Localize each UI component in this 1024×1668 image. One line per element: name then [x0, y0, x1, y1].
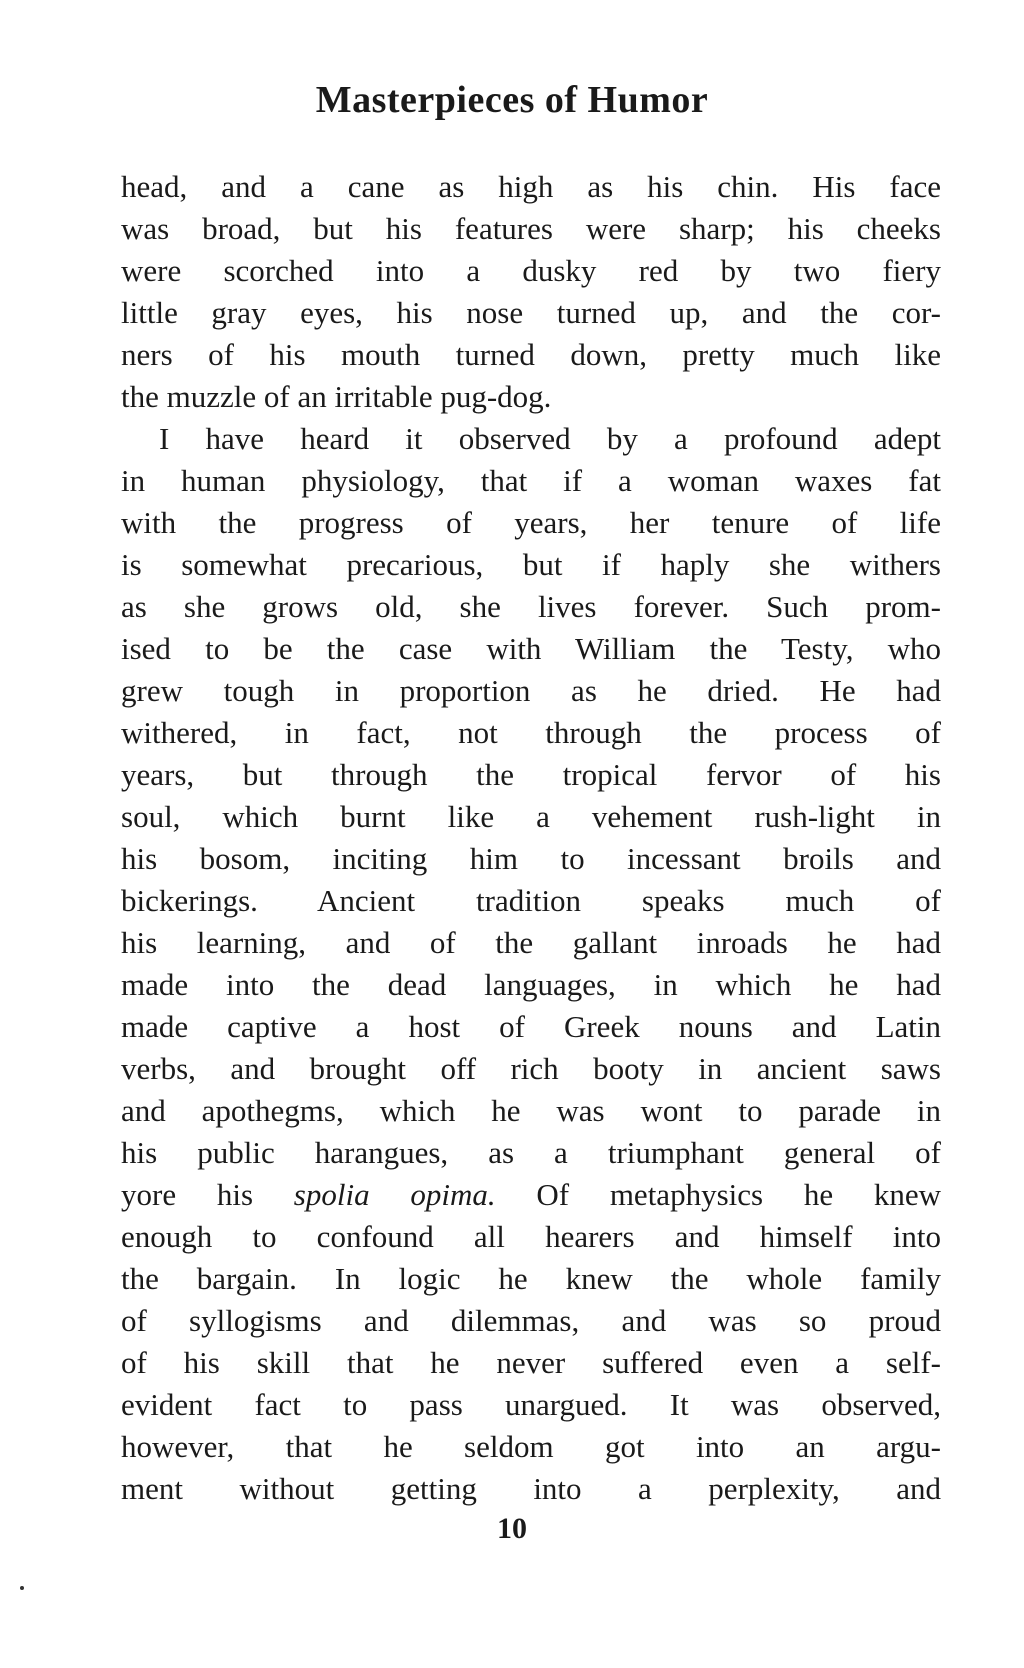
text-line: with the progress of years, her tenure of life — [121, 505, 941, 540]
text-line: made into the dead languages, in which he had — [121, 967, 941, 1002]
text-line: is somewhat precarious, but if haply she withers — [121, 547, 941, 582]
text-line: were scorched into a dusky red by two fiery — [121, 253, 941, 288]
text-line: verbs, and brought off rich booty in ancient saws — [121, 1051, 941, 1086]
text-line: the muzzle of an irritable pug-dog. — [121, 379, 552, 414]
text-line: little gray eyes, his nose turned up, and the cor- — [121, 295, 941, 330]
text-line: withered, in fact, not through the process of — [121, 715, 941, 750]
text-line: the bargain. In logic he knew the whole family — [121, 1261, 941, 1296]
text-line: enough to confound all hearers and himself into — [121, 1219, 941, 1254]
text-line: years, but through the tropical fervor of his — [121, 757, 941, 792]
text-line: ners of his mouth turned down, pretty much like — [121, 337, 941, 372]
text-line: of his skill that he never suffered even a self- — [121, 1345, 941, 1380]
text-line: ised to be the case with William the Testy, who — [121, 631, 941, 666]
body-text — [121, 166, 941, 1510]
ink-speck — [20, 1586, 24, 1590]
text-line — [121, 1174, 941, 1216]
text-line: his learning, and of the gallant inroads he had — [121, 925, 941, 960]
italic-phrase: spolia opima. — [293, 1177, 496, 1212]
running-head: Masterpieces of Humor — [315, 79, 709, 121]
text-line: bickerings. Ancient tradition speaks much of — [121, 883, 941, 918]
text-line: was broad, but his features were sharp; his cheeks — [121, 211, 941, 246]
text-line: grew tough in proportion as he dried. He had — [121, 673, 941, 708]
text-line: made captive a host of Greek nouns and Latin — [121, 1009, 941, 1044]
text-line: in human physiology, that if a woman waxes fat — [121, 463, 941, 498]
text-line: however, that he seldom got into an argu- — [121, 1429, 941, 1464]
text-segment: Of metaphysics he knew — [495, 1177, 941, 1212]
text-line: soul, which burnt like a vehement rush-light in — [121, 799, 941, 834]
text-line: I have heard it observed by a profound adept — [159, 421, 941, 456]
text-line: ment without getting into a perplexity, and — [121, 1471, 941, 1506]
text-line: and apothegms, which he was wont to parade in — [121, 1093, 941, 1128]
text-line: his bosom, inciting him to incessant broils and — [121, 841, 941, 876]
page-number: 10 — [497, 1512, 527, 1545]
text-line: of syllogisms and dilemmas, and was so proud — [121, 1303, 941, 1338]
text-line: head, and a cane as high as his chin. His face — [121, 169, 941, 204]
text-line: as she grows old, she lives forever. Such prom- — [121, 589, 941, 624]
text-segment: yore his — [121, 1177, 294, 1212]
text-line: evident fact to pass unargued. It was observed, — [121, 1387, 941, 1422]
text-line: his public harangues, as a triumphant general of — [121, 1135, 941, 1170]
